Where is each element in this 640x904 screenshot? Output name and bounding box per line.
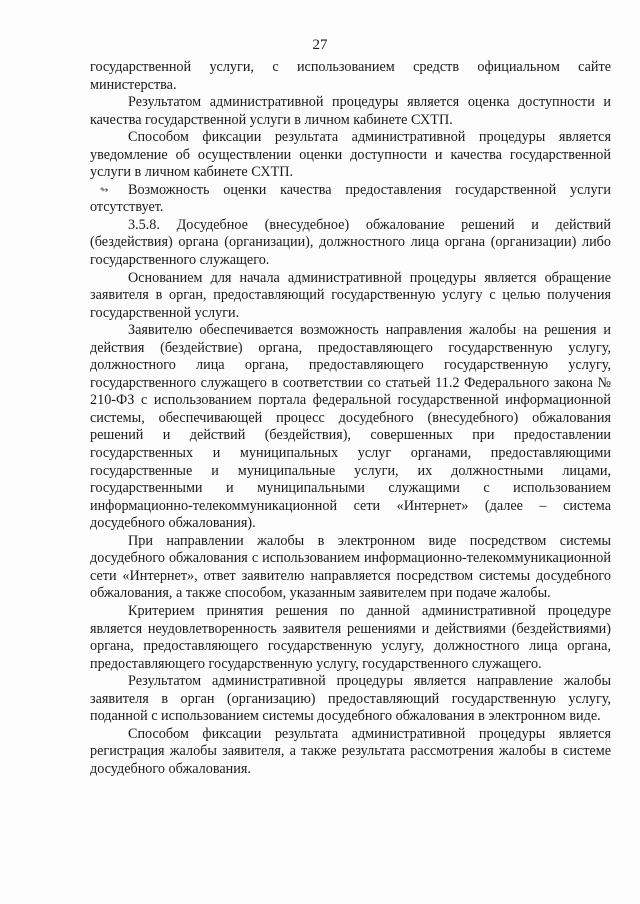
- paragraph: Результатом административной процедуры является направление жалобы заявителя в орган (организацию) предоставляющий государственную услугу, поданной с использованием системы досудебного обжалования в электронном виде.: [90, 673, 611, 725]
- document-body: [90, 59, 611, 778]
- stray-mark: ↬: [100, 185, 109, 196]
- paragraph: государственной услуги, с использованием средств официальном сайте министерства.: [90, 59, 611, 93]
- paragraph: Способом фиксации результата административной процедуры является регистрация жалобы заявителя, а также результата рассмотрения жалобы в системе досудебного обжалования.: [90, 725, 611, 777]
- paragraph: Способом фиксации результата административной процедуры является уведомление об осуществлении оценки доступности и качества государственной услуги в личном кабинете СХТП.: [90, 129, 611, 181]
- paragraph: При направлении жалобы в электронном виде посредством системы досудебного обжалования с использованием информационно-телекоммуникационной сети «Интернет», ответ заявителю направляется посредством системы досудебного обжалования, а также способом, указанным заявителем при подаче жалобы.: [90, 532, 611, 602]
- paragraph: Заявителю обеспечивается возможность направления жалобы на решения и действия (бездействие) органа, предоставляющего государственную услугу, должностного лица органа, предоставляющего государственную услугу, государственного служащего в соответствии со статьей 11.2 Федерального закона № 210-ФЗ с использованием портала федеральной государственной информационной системы, обеспечивающей процесс досудебного (внесудебного) обжалования решений и действий (бездействия), совершенных при предоставлении государственных и муниципальных услуг органами, предоставляющими государственные и муниципальные услуги, их должностными лицами, государственными и муниципальными служащими с использованием информационно-телекоммуникационной сети «Интернет» (далее – система досудебного обжалования).: [90, 322, 611, 532]
- paragraph: Критерием принятия решения по данной административной процедуре является неудовлетворенность заявителя решениями и действиями (бездействиями) органа, предоставляющего государственную услугу, должностного лица органа, предоставляющего государственную услугу, государственного служащего.: [90, 602, 611, 672]
- page-number: 27: [312, 37, 328, 53]
- paragraph: 3.5.8. Досудебное (внесудебное) обжалование решений и действий (бездействия) органа (организации), должностного лица органа (организации) либо государственного служащего.: [90, 216, 611, 269]
- paragraph: Возможность оценки качества предоставления государственной услуги отсутствует.: [90, 181, 611, 216]
- paragraph: Основанием для начала административной процедуры является обращение заявителя в орган, предоставляющий государственную услугу с целью получения государственной услуги.: [90, 269, 611, 321]
- paragraph: Результатом административной процедуры является оценка доступности и качества государственной услуги в личном кабинете СХТП.: [90, 94, 611, 128]
